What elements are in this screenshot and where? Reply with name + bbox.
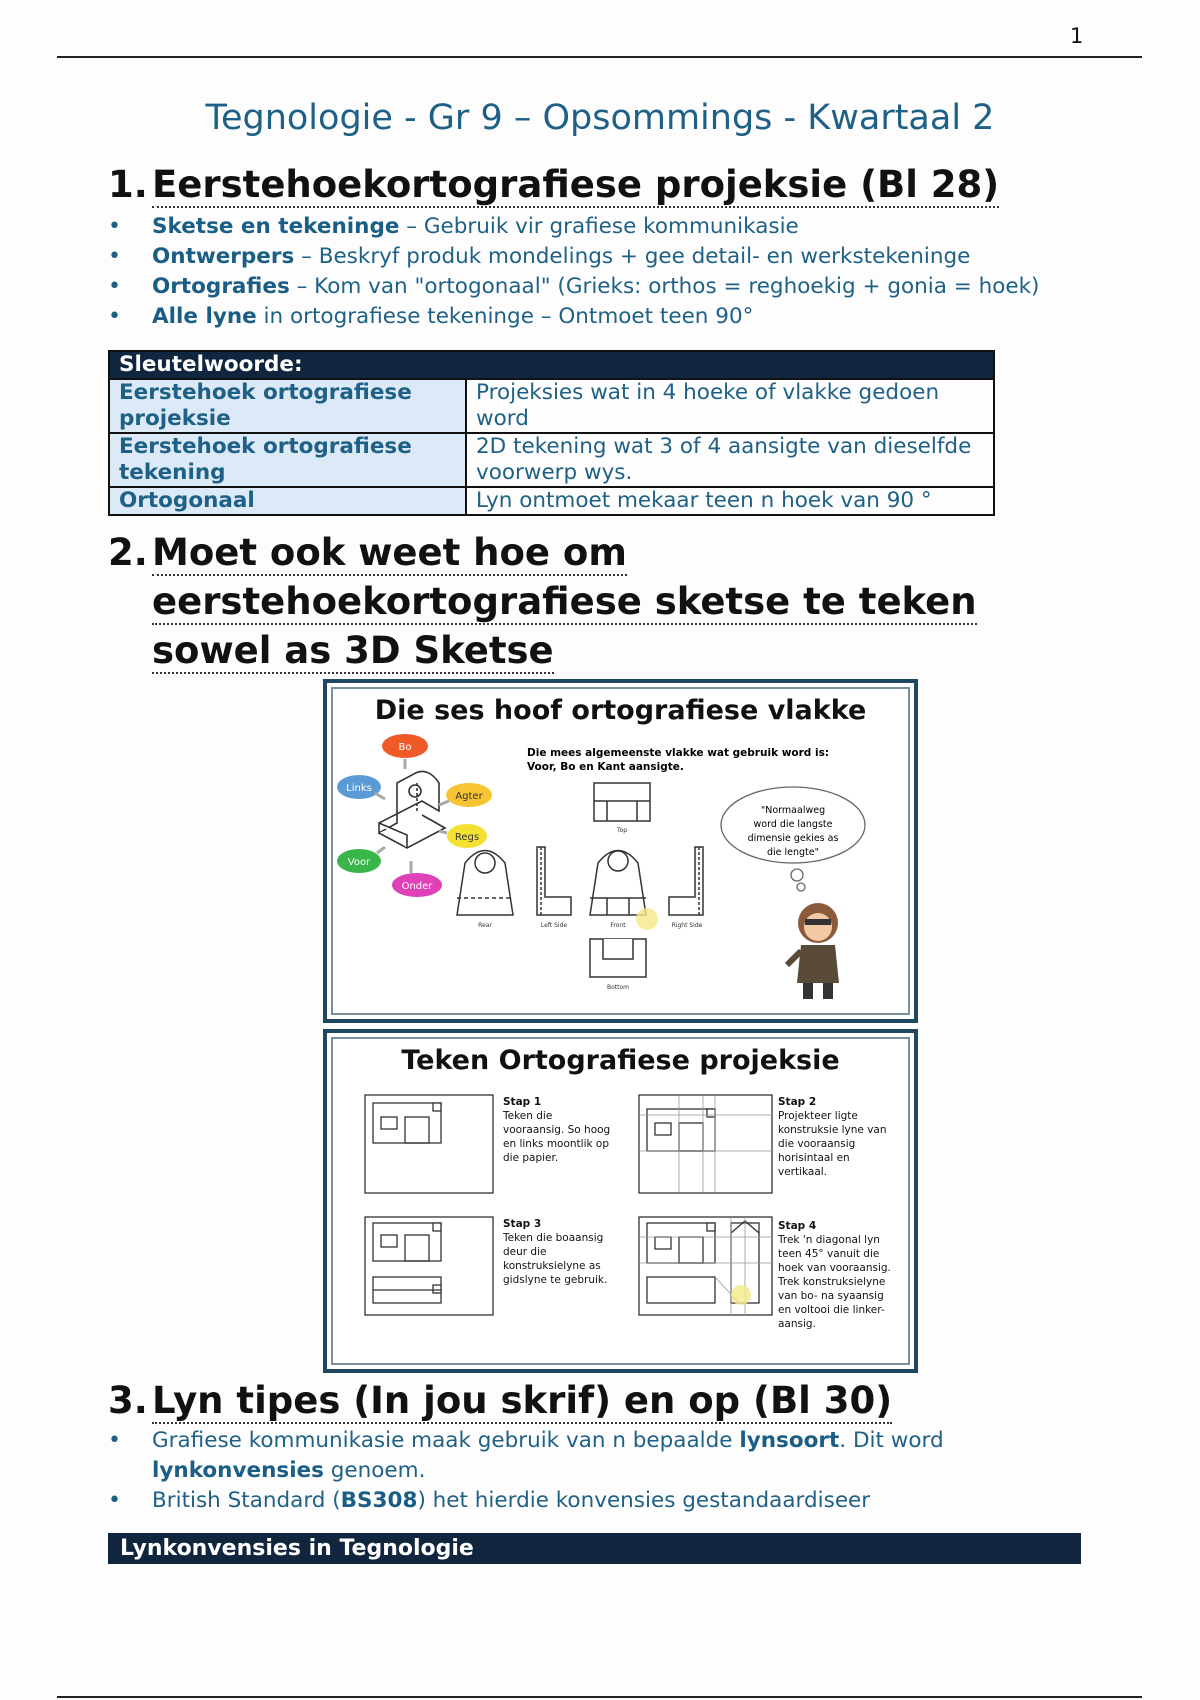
isometric-object-icon bbox=[379, 771, 445, 848]
svg-text:die vooraansig: die vooraansig bbox=[778, 1138, 856, 1150]
view-bubble-bo bbox=[382, 734, 428, 758]
section-1-bullets bbox=[108, 212, 1039, 332]
list-item: • Alle lyne in ortografiese tekeninge – Ontmoet teen 90° bbox=[108, 302, 1039, 332]
svg-text:Agter: Agter bbox=[455, 791, 483, 802]
drawing-steps-figure bbox=[323, 1029, 918, 1373]
svg-text:Left Side: Left Side bbox=[540, 922, 568, 929]
table-row bbox=[109, 487, 994, 515]
view-bubble-voor bbox=[337, 849, 381, 873]
orthographic-planes-figure bbox=[323, 679, 918, 1023]
svg-text:die lengte": die lengte" bbox=[766, 847, 820, 858]
line-conventions-bar: Lynkonvensies in Tegnologie bbox=[108, 1533, 1081, 1564]
section-3-bullets bbox=[108, 1426, 1088, 1516]
svg-text:Stap 3: Stap 3 bbox=[503, 1218, 542, 1230]
list-item: • Sketse en tekeninge – Gebruik vir grafiese kommunikasie bbox=[108, 212, 1039, 242]
svg-text:en links moontlik op: en links moontlik op bbox=[503, 1138, 610, 1150]
front-view bbox=[590, 851, 646, 916]
svg-text:Stap 1: Stap 1 bbox=[503, 1096, 542, 1108]
section-2-heading: 2. Moet ook weet hoe om eerstehoekortografiese sketse te teken sowel as 3D Sketse bbox=[108, 531, 977, 672]
svg-text:Top: Top bbox=[616, 827, 628, 834]
cursor-highlight bbox=[731, 1285, 751, 1305]
list-item: • Ontwerpers – Beskryf produk mondelings + gee detail- en werkstekeninge bbox=[108, 242, 1039, 272]
svg-text:Teken die: Teken die bbox=[503, 1110, 553, 1122]
svg-text:teen 45° vanuit die: teen 45° vanuit die bbox=[778, 1248, 880, 1260]
top-view bbox=[594, 783, 650, 821]
right-side-view bbox=[669, 847, 703, 915]
svg-text:Regs: Regs bbox=[454, 832, 480, 843]
term-cell: Ortogonaal bbox=[109, 487, 466, 515]
svg-text:Front: Front bbox=[610, 922, 626, 929]
svg-text:konstruksie lyne van: konstruksie lyne van bbox=[778, 1124, 887, 1136]
svg-text:Trek konstruksielyne: Trek konstruksielyne bbox=[778, 1276, 886, 1288]
svg-text:Rear: Rear bbox=[478, 922, 492, 929]
cartoon-character-icon bbox=[787, 903, 839, 999]
list-item: • Grafiese kommunikasie maak gebruik van n bepaalde lynsoort. Dit word lynkonvensies genoem. bbox=[108, 1426, 1088, 1486]
section-3-heading: 3. Lyn tipes (In jou skrif) en op (Bl 30) bbox=[108, 1379, 893, 1422]
header-rule bbox=[57, 56, 1142, 58]
definition-cell: Projeksies wat in 4 hoeke of vlakke gedoen word bbox=[466, 379, 994, 433]
planes-diagram bbox=[327, 683, 914, 1019]
svg-text:Onder: Onder bbox=[401, 881, 433, 892]
svg-text:word die langste: word die langste bbox=[753, 819, 833, 830]
svg-text:horisintaal en: horisintaal en bbox=[778, 1152, 850, 1164]
table-header: Sleutelwoorde: bbox=[109, 351, 994, 379]
step-2-drawing bbox=[639, 1095, 772, 1193]
definition-cell: Lyn ontmoet mekaar teen n hoek van 90 ° bbox=[466, 487, 994, 515]
svg-text:dimensie gekies as: dimensie gekies as bbox=[747, 833, 839, 844]
svg-text:Teken die boaansig: Teken die boaansig bbox=[503, 1232, 604, 1244]
svg-text:Stap 2: Stap 2 bbox=[778, 1096, 817, 1108]
step-1-drawing bbox=[365, 1095, 493, 1193]
svg-text:deur die: deur die bbox=[503, 1246, 547, 1258]
svg-text:"Normaalweg: "Normaalweg bbox=[760, 805, 826, 816]
svg-text:en voltooi die linker-: en voltooi die linker- bbox=[778, 1304, 885, 1316]
section-1-heading: 1. Eerstehoekortografiese projeksie (Bl 28) bbox=[108, 163, 1000, 206]
svg-text:die papier.: die papier. bbox=[503, 1152, 559, 1164]
term-cell: Eerstehoek ortografiese projeksie bbox=[109, 379, 466, 433]
left-side-view bbox=[537, 847, 571, 915]
view-bubble-links bbox=[337, 775, 381, 799]
svg-text:Trek 'n diagonal lyn: Trek 'n diagonal lyn bbox=[778, 1234, 880, 1246]
svg-text:Voor: Voor bbox=[347, 857, 371, 868]
svg-text:vooraansig. So hoog: vooraansig. So hoog bbox=[503, 1124, 611, 1136]
figure-1-title: Die ses hoof ortografiese vlakke bbox=[374, 695, 867, 726]
svg-text:Die mees algemeenste vlakke wa: Die mees algemeenste vlakke wat gebruik word is: bbox=[527, 747, 830, 759]
view-bubble-regs bbox=[447, 824, 487, 848]
svg-text:Bo: Bo bbox=[398, 742, 412, 753]
page-number: 1 bbox=[1070, 24, 1084, 48]
table-row bbox=[109, 433, 994, 487]
svg-text:aansig.: aansig. bbox=[778, 1318, 816, 1330]
figure-2-title: Teken Ortografiese projeksie bbox=[401, 1045, 840, 1076]
svg-text:Links: Links bbox=[346, 783, 372, 794]
term-cell: Eerstehoek ortografiese tekening bbox=[109, 433, 466, 487]
svg-text:vertikaal.: vertikaal. bbox=[778, 1166, 828, 1178]
svg-text:Right Side: Right Side bbox=[671, 922, 703, 929]
cursor-highlight bbox=[636, 908, 658, 930]
step-4-drawing bbox=[639, 1217, 772, 1315]
rear-view bbox=[457, 851, 513, 916]
table-row bbox=[109, 379, 994, 433]
keywords-table bbox=[108, 350, 995, 516]
list-item: • Ortografies – Kom van "ortogonaal" (Grieks: orthos = reghoekig + gonia = hoek) bbox=[108, 272, 1039, 302]
view-bubble-agter bbox=[446, 783, 492, 807]
svg-text:hoek van vooraansig.: hoek van vooraansig. bbox=[778, 1262, 891, 1274]
svg-text:Bottom: Bottom bbox=[606, 984, 630, 991]
svg-text:konstruksielyne as: konstruksielyne as bbox=[503, 1260, 601, 1272]
definition-cell: 2D tekening wat 3 of 4 aansigte van dieselfde voorwerp wys. bbox=[466, 433, 994, 487]
bottom-view bbox=[590, 939, 646, 977]
svg-text:Stap 4: Stap 4 bbox=[778, 1220, 817, 1232]
step-3-drawing bbox=[365, 1217, 493, 1315]
svg-text:Voor, Bo en Kant aansigte.: Voor, Bo en Kant aansigte. bbox=[527, 761, 684, 773]
view-bubble-onder bbox=[392, 873, 442, 897]
footer-rule bbox=[57, 1696, 1142, 1698]
document-title: Tegnologie - Gr 9 – Opsommings - Kwartaal 2 bbox=[205, 98, 995, 138]
drawing-steps-diagram bbox=[327, 1033, 914, 1369]
list-item: • British Standard (BS308) het hierdie konvensies gestandaardiseer bbox=[108, 1486, 1088, 1516]
svg-text:Projekteer ligte: Projekteer ligte bbox=[778, 1110, 858, 1122]
svg-text:van bo- na syaansig: van bo- na syaansig bbox=[778, 1290, 884, 1302]
svg-text:gidslyne te gebruik.: gidslyne te gebruik. bbox=[503, 1274, 608, 1286]
